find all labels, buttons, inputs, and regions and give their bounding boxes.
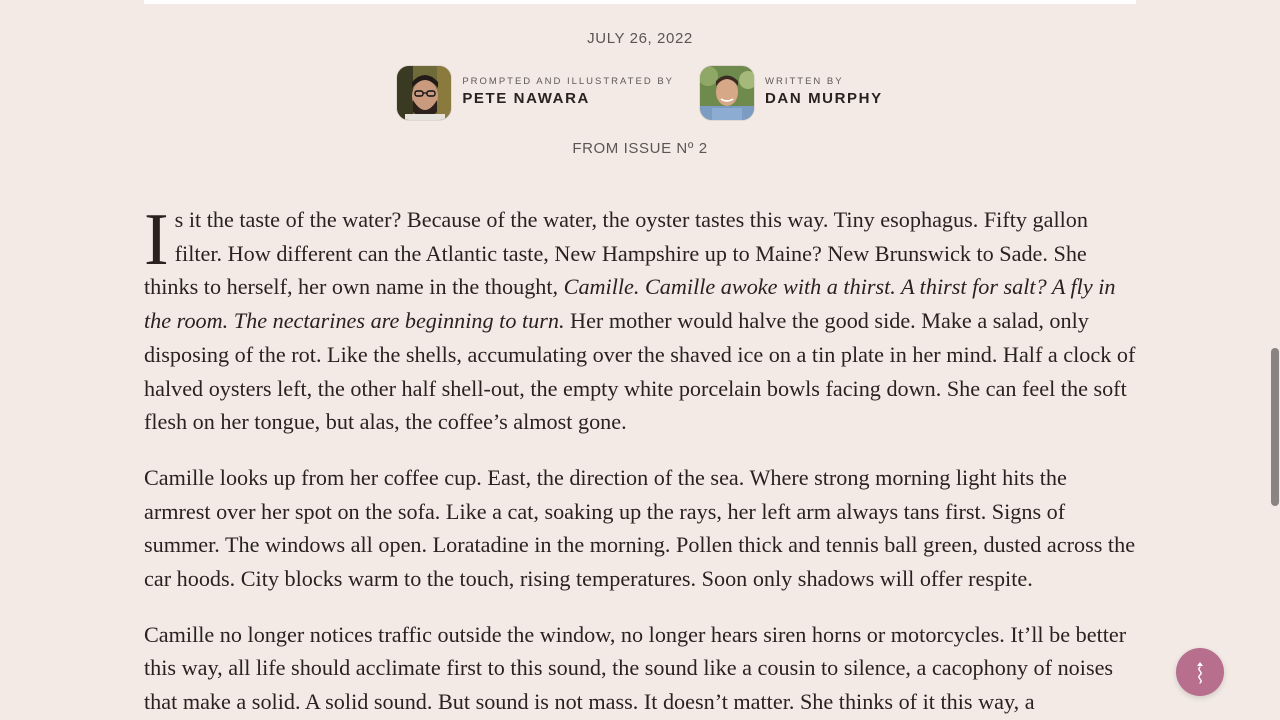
publish-date: JULY 26, 2022 xyxy=(587,30,693,47)
drop-cap: I xyxy=(144,199,169,281)
illustrator-avatar-photo xyxy=(397,66,451,120)
scroll-to-top-icon xyxy=(1193,660,1207,684)
paragraph-2: Camille looks up from her coffee cup. East, the direction of the sea. Where strong morning light hits the armrest over her spot on the sofa. Like a cat, soaking up the rays, her left arm always tans first. Signs of summer. The windows all open. Loratadine in the morning. Pollen thick and tennis ball green, dusted across the car hoods. City blocks warm to the touch, rising temperatures. Soon only shadows will offer respite. xyxy=(144,464,1136,592)
illustrator-name[interactable]: PETE NAWARA xyxy=(462,90,590,107)
writer-info xyxy=(765,76,883,110)
writer-avatar[interactable] xyxy=(700,66,754,120)
issue-label[interactable]: FROM ISSUE Nº 2 xyxy=(572,140,708,157)
illustrator-info xyxy=(462,76,674,110)
writer-avatar-photo xyxy=(700,66,754,120)
writer-role: WRITTEN BY xyxy=(765,76,844,87)
writer-name[interactable]: DAN MURPHY xyxy=(765,90,883,107)
illustrator-role: PROMPTED AND ILLUSTRATED BY xyxy=(462,76,674,87)
paragraph-1-text-b: Her mother would halve the good side. Make a salad, only disposing of the rot. Like the shells, accumulating over the shaved ice on a tin plate in her mind. Half a clock of halved oysters left, the other half shell-out, the empty white porcelain bowls facing down. She can feel the soft flesh on her tongue, but alas, the coffee’s almost gone. xyxy=(144,308,1136,435)
credit-writer[interactable] xyxy=(700,66,883,120)
paragraph-1-text-a: s it the taste of the water? Because of the water, the oyster tastes this way. Tiny esophagus. Fifty gallon filter. How different can the Atlantic taste, New Hampshire up to Maine? New Brunswick to Sade. She thinks to herself, her own name in the thought, xyxy=(144,207,1088,300)
paragraph-1 xyxy=(144,199,1136,439)
scrollbar-thumb[interactable] xyxy=(1271,348,1279,506)
scroll-to-top-button[interactable] xyxy=(1176,648,1224,696)
paragraph-3: Camille no longer notices traffic outside the window, no longer hears siren horns or motorcycles. It’ll be better this way, all life should acclimate first to this sound, the sound like a cousin to silence, a cacophony of noises that make a solid. A solid sound. But sound is not mass. It doesn’t matter. She thinks of it this way, a xyxy=(144,621,1127,715)
credit-illustrator[interactable] xyxy=(397,66,674,120)
paragraph-1-italic: Camille. Camille awoke with a thirst. A thirst for salt? A fly in the room. The nectarines are beginning to turn. xyxy=(144,274,1116,334)
illustrator-avatar[interactable] xyxy=(397,66,451,120)
article-body xyxy=(144,199,1136,720)
illustration-frame-bottom-edge xyxy=(144,0,1136,4)
credits xyxy=(0,66,1280,120)
